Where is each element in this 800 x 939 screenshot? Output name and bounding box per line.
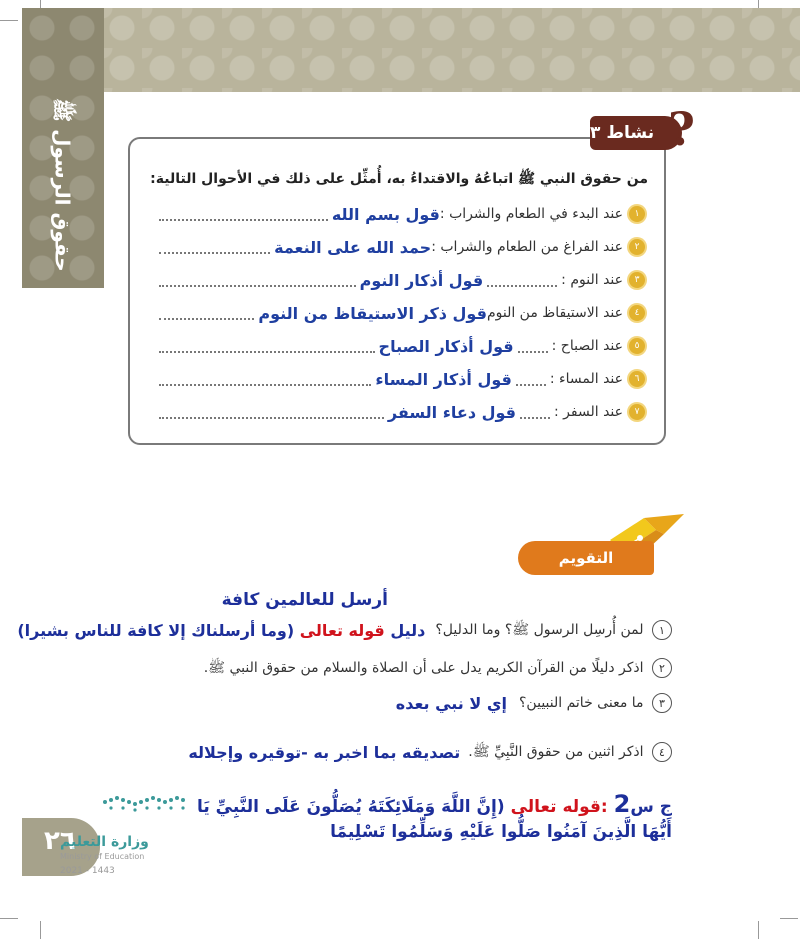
answer-dotted-line: [159, 207, 328, 221]
edition-year: 2021 - 1443: [60, 866, 115, 876]
question-number: ٣: [652, 693, 672, 713]
question-4: [188, 742, 672, 763]
answer-prefix: ج س: [630, 797, 672, 817]
item-number-bullet: ٥: [629, 338, 645, 354]
crop-mark: [40, 921, 41, 939]
item-label: عند الصباح :: [551, 338, 623, 354]
ministry-name-en: Ministry of Education: [60, 852, 145, 861]
crop-mark: [780, 918, 798, 919]
answer-dotted-line: [520, 405, 550, 419]
answer-dotted-line: [516, 372, 546, 386]
activity-item: [155, 299, 645, 327]
activity-item: [155, 332, 645, 360]
question-label: لمن أُرسِل الرسول ﷺ؟ وما الدليل؟: [435, 622, 644, 638]
header-pattern-band: [22, 8, 800, 92]
question-number: ٤: [652, 742, 672, 762]
answer-verse-1: (إِنَّ اللَّهَ وَمَلَائِكَتَهُ يُصَلُّونَ عَلَى النَّبِيِّ يَا: [197, 797, 505, 817]
answer-dotted-line: [159, 306, 254, 320]
item-label: عند النوم :: [561, 272, 623, 288]
item-answer: حمد الله على النعمة: [274, 237, 432, 257]
item-answer: قول دعاء السفر: [387, 402, 516, 422]
activity-item: [155, 365, 645, 393]
ministry-name: وزارة التعليم: [60, 834, 149, 850]
question-text: [435, 620, 672, 641]
item-number-bullet: ٣: [629, 272, 645, 288]
answer-dotted-line: [159, 405, 384, 419]
crop-mark: [0, 20, 18, 21]
crop-mark: [758, 921, 759, 939]
answer-dotted-line: [159, 273, 356, 287]
activity-tag-label: نشاط: [606, 123, 655, 143]
answer-2-line-1: [197, 790, 672, 818]
item-answer: قول ذكر الاستيقاظ من النوم: [258, 303, 487, 323]
item-number-bullet: ٧: [629, 404, 645, 420]
evaluation-tag: التقويم: [518, 541, 654, 575]
item-number-bullet: ٦: [629, 371, 645, 387]
question-number: ٢: [652, 658, 672, 678]
evidence-red: قوله تعالى: [299, 621, 385, 640]
question-text: [519, 693, 672, 713]
activity-item: [155, 233, 645, 261]
question-text: [468, 742, 672, 763]
item-number-bullet: ٤: [629, 305, 645, 321]
activity-item: [155, 266, 645, 294]
answer-dotted-line: [518, 339, 548, 353]
activity-tag-number: ٣: [590, 123, 601, 143]
answer-dotted-line: [487, 273, 557, 287]
answer-2-line-2: أَيُّهَا الَّذِينَ آمَنُوا صَلُّوا عَلَيْهِ وَسَلِّمُوا تَسْلِيمًا: [330, 822, 672, 842]
question-mark-icon: ?: [668, 102, 695, 156]
item-answer: قول أذكار الصباح: [378, 336, 514, 356]
sidebar-title: حقوق الرسول ﷺ: [50, 98, 75, 272]
ministry-logo-icon: [100, 792, 190, 818]
crop-mark: [0, 918, 18, 919]
question-2: [204, 658, 672, 679]
question-number: ١: [652, 620, 672, 640]
question-label: ما معنى خاتم النبيين؟: [519, 695, 644, 711]
q4-answer: تصديقه بما اخبر به -توقيره وإجلاله: [188, 743, 461, 762]
item-label: عند البدء في الطعام والشراب :: [439, 206, 623, 222]
question-3: [396, 693, 672, 713]
item-number-bullet: ١: [629, 206, 645, 222]
item-label: عند الفراغ من الطعام والشراب :: [431, 239, 623, 255]
activity-intro: من حقوق النبي ﷺ اتباعُهُ والاقتداءُ به، أُمثِّل على ذلك في الأحوال التالية:: [150, 171, 648, 187]
item-label: عند الاستيقاظ من النوم: [486, 305, 623, 321]
item-answer: قول أذكار المساء: [375, 369, 512, 389]
answer-dotted-line: [159, 372, 371, 386]
evidence-prefix: دليل: [390, 621, 426, 640]
item-label: عند السفر :: [554, 404, 623, 420]
q1-evidence: [17, 621, 425, 640]
question-label: اذكر اثنين من حقوق النَّبِيِّ ﷺ.: [468, 744, 644, 760]
answer-number: 2: [613, 790, 631, 818]
answer-red: :قوله تعالى: [510, 797, 608, 817]
evidence-rest: (وما أرسلناك إلا كافة للناس بشيرا): [17, 621, 295, 640]
question-label: اذكر دليلًا من القرآن الكريم يدل على أن الصلاة والسلام من حقوق النبي ﷺ.: [203, 660, 644, 676]
activity-item: [155, 398, 645, 426]
page-number: ٢٦: [44, 826, 76, 856]
item-label: عند المساء :: [549, 371, 623, 387]
activity-item: [155, 200, 645, 228]
answer-dotted-line: [159, 240, 270, 254]
answer-dotted-line: [159, 339, 375, 353]
question-1: [17, 620, 672, 641]
item-answer: قول بسم الله: [331, 204, 440, 224]
q1-answer-top: أرسل للعالمين كافة: [221, 590, 388, 610]
item-answer: قول أذكار النوم: [359, 270, 484, 290]
item-number-bullet: ٢: [629, 239, 645, 255]
q3-answer: إي لا نبي بعده: [395, 693, 507, 713]
